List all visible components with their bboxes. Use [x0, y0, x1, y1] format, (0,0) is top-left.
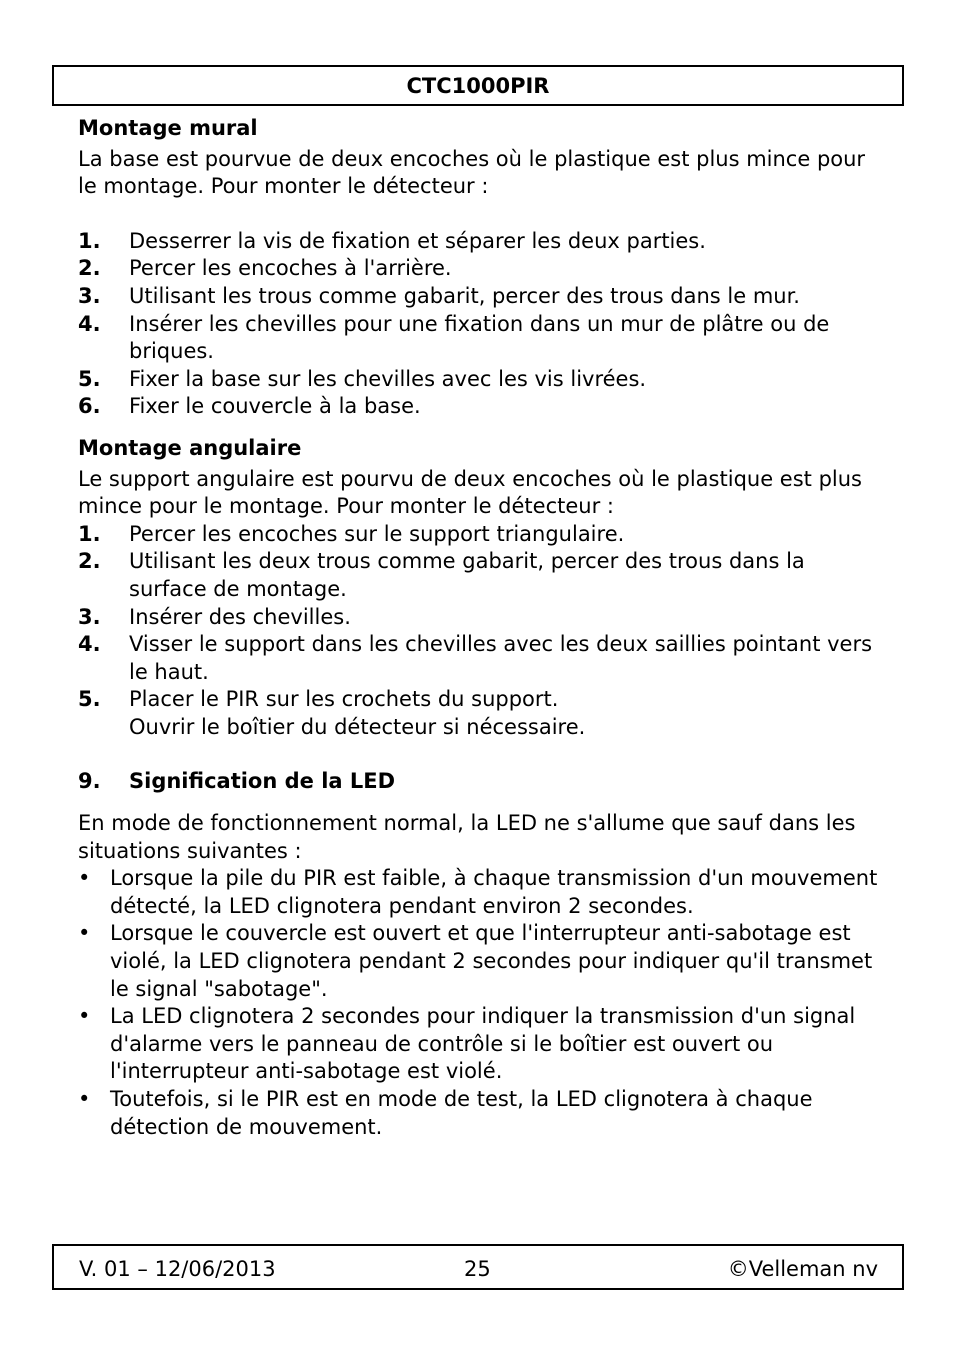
bullet-text: Lorsque le couvercle est ouvert et que l'interrupteur anti-sabotage est violé, la LED clignotera pendant 2 secondes pour indiquer qu'il transmet le signal "sabotage".: [110, 921, 873, 1001]
step-text: Percer les encoches sur le support triangulaire.: [129, 521, 625, 546]
step-text: Placer le PIR sur les crochets du support.: [129, 687, 559, 712]
step-text: Utilisant les trous comme gabarit, percer des trous dans le mur.: [129, 283, 800, 308]
angle-mount-steps: [78, 521, 878, 742]
step-number: 3.: [78, 604, 101, 629]
step-extra-text: Ouvrir le boîtier du détecteur si nécessaire.: [129, 714, 586, 739]
section-title-wall-mount: Montage mural: [78, 116, 258, 140]
step-number: 4.: [78, 311, 101, 336]
bullet-icon: •: [78, 1087, 91, 1111]
list-item: [78, 283, 878, 311]
step-number: 5.: [78, 687, 101, 712]
page-header: [52, 65, 904, 106]
bullet-icon: •: [78, 921, 91, 946]
step-text: Desserrer la vis de fixation et séparer les deux parties.: [129, 228, 706, 253]
step-number: 1.: [78, 228, 101, 253]
list-item: [78, 255, 878, 283]
step-text: Insérer les chevilles pour une fixation dans un mur de plâtre ou de briques.: [129, 311, 830, 364]
footer-copyright: ©Velleman nv: [727, 1257, 878, 1281]
step-number: 6.: [78, 394, 101, 419]
bullet-text: Lorsque la pile du PIR est faible, à chaque transmission d'un mouvement détecté, la LED clignotera pendant environ 2 secondes.: [110, 866, 878, 918]
step-number: 2.: [78, 256, 101, 281]
step-number: 3.: [78, 283, 101, 308]
list-item: [78, 521, 878, 549]
step-text: Fixer la base sur les chevilles avec les vis livrées.: [129, 366, 647, 391]
list-item: [78, 548, 878, 603]
step-number: 4.: [78, 632, 101, 657]
list-item: [78, 311, 878, 366]
section-intro-angle-mount: Le support angulaire est pourvu de deux encoches où le plastique est plus mince pour le montage. Pour monter le détecteur :: [78, 466, 862, 519]
list-item: [78, 1003, 878, 1086]
page-content: [78, 115, 878, 1141]
wall-mount-steps: [78, 228, 878, 421]
list-item: [78, 604, 878, 632]
step-number: 2.: [78, 549, 101, 574]
list-item: [78, 865, 878, 920]
section-number: 9.: [78, 769, 101, 794]
step-text: Insérer des chevilles.: [129, 604, 351, 629]
step-text: Percer les encoches à l'arrière.: [129, 256, 452, 281]
step-number: 1.: [78, 521, 101, 546]
page-footer: [52, 1244, 904, 1290]
list-item: [78, 366, 878, 394]
section-title-angle-mount: Montage angulaire: [78, 435, 302, 460]
step-number: 5.: [78, 366, 101, 391]
bullet-text: Toutefois, si le PIR est en mode de test, la LED clignotera à chaque détection de mouvement.: [110, 1087, 813, 1139]
led-conditions-list: [78, 865, 878, 1141]
footer-version: V. 01 – 12/06/2013: [79, 1257, 276, 1281]
list-item: [78, 631, 878, 686]
list-item: [78, 686, 878, 714]
step-text: Visser le support dans les chevilles avec les deux saillies pointant vers le haut.: [129, 632, 873, 684]
bullet-icon: •: [78, 866, 91, 891]
list-item: [78, 920, 878, 1003]
section-title-led-meaning: [78, 768, 878, 796]
step-text: Utilisant les deux trous comme gabarit, percer des trous dans la surface de montage.: [129, 549, 805, 601]
list-item: [78, 393, 878, 421]
list-item: [78, 228, 878, 256]
section-title-text: Signification de la LED: [129, 769, 396, 794]
section-intro-wall-mount: La base est pourvue de deux encoches où le plastique est plus mince pour le montage. Pour monter le détecteur :: [78, 146, 866, 199]
list-item: [78, 1086, 878, 1141]
step-text: Fixer le couvercle à la base.: [129, 394, 421, 419]
header-model-title: CTC1000PIR: [406, 74, 550, 98]
list-item: [78, 714, 878, 742]
footer-page-number: 25: [464, 1257, 491, 1281]
bullet-text: La LED clignotera 2 secondes pour indiquer la transmission d'un signal d'alarme vers le panneau de contrôle si le boîtier est ouvert ou l'interrupteur anti-sabotage est violé.: [110, 1004, 856, 1084]
section-intro-led-meaning: En mode de fonctionnement normal, la LED ne s'allume que sauf dans les situations suivantes :: [78, 811, 856, 863]
bullet-icon: •: [78, 1004, 91, 1029]
